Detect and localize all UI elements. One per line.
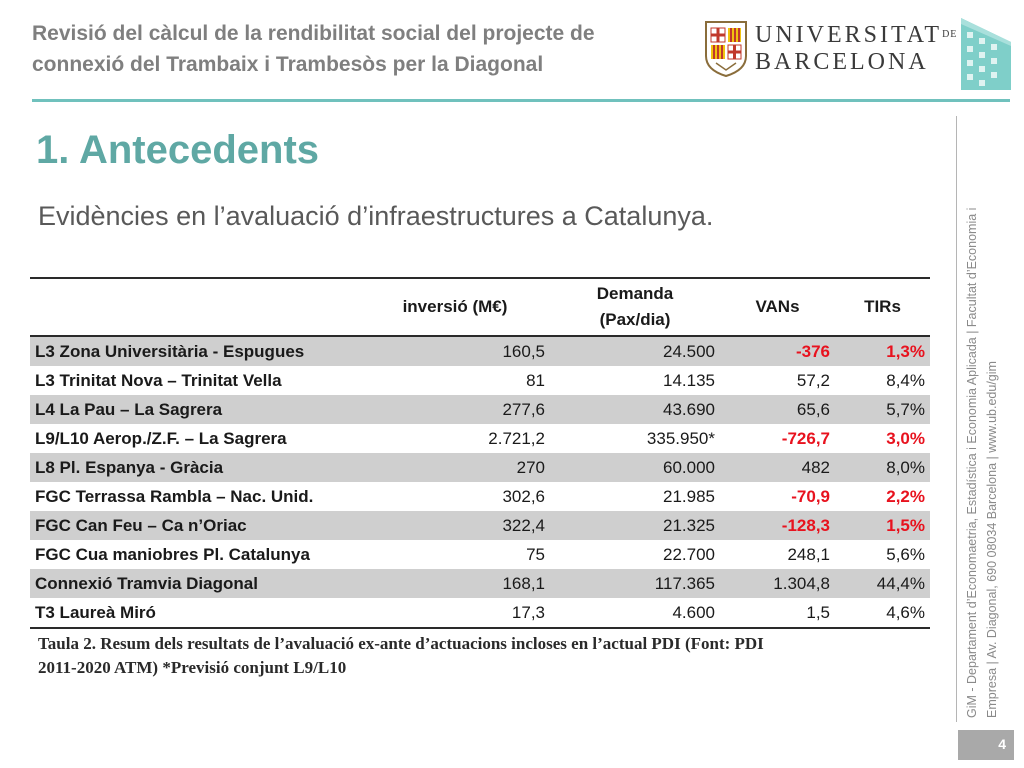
university-seal-icon: [703, 18, 749, 78]
university-logo-wordmark: [755, 22, 957, 76]
row-name: L9/L10 Aerop./Z.F. – La Sagrera: [35, 429, 287, 448]
logo-line-2: BARCELONA: [755, 49, 929, 75]
table-row: [30, 540, 930, 569]
row-demanda: 335.950*: [646, 429, 715, 448]
row-vans: 248,1: [787, 545, 830, 564]
row-tirs: 44,4%: [876, 574, 925, 593]
sidebar-credits: [962, 118, 1002, 718]
row-name: FGC Cua maniobres Pl. Catalunya: [35, 545, 310, 564]
slide-header-title: [32, 18, 672, 80]
row-vans: 482: [801, 458, 830, 477]
column-header-vans: VANs: [755, 297, 800, 316]
row-demanda: 24.500: [663, 342, 715, 361]
row-inversio: 17,3: [511, 603, 545, 622]
row-vans: -70,9: [791, 487, 830, 506]
row-tirs: 2,2%: [886, 487, 925, 506]
row-tirs: 1,3%: [886, 342, 925, 361]
row-inversio: 81: [526, 371, 545, 390]
table-row: [30, 366, 930, 395]
row-tirs: 1,5%: [886, 516, 925, 535]
section-subheading: Evidències en l’avaluació d’infraestructures a Catalunya.: [38, 201, 714, 231]
row-demanda: 60.000: [663, 458, 715, 477]
table-caption: [38, 632, 918, 680]
table-header-row: [30, 278, 930, 336]
table-row: [30, 336, 930, 366]
row-vans: 1,5: [806, 603, 830, 622]
row-demanda: 117.365: [654, 574, 715, 593]
column-header-name: [30, 278, 360, 336]
table-row: [30, 453, 930, 482]
row-tirs: 5,7%: [886, 400, 925, 419]
logo-line-1-suffix: DE: [942, 29, 958, 40]
row-inversio: 302,6: [502, 487, 545, 506]
table-row: [30, 424, 930, 453]
row-inversio: 2.721,2: [488, 429, 545, 448]
row-inversio: 168,1: [502, 574, 545, 593]
row-tirs: 5,6%: [886, 545, 925, 564]
row-inversio: 322,4: [502, 516, 545, 535]
row-name: T3 Laureà Miró: [35, 603, 156, 622]
header-divider: [32, 99, 1010, 102]
row-demanda: 43.690: [663, 400, 715, 419]
row-tirs: 3,0%: [886, 429, 925, 448]
row-vans: -726,7: [781, 429, 830, 448]
row-inversio: 270: [516, 458, 545, 477]
row-vans: -376: [795, 342, 830, 361]
row-vans: 57,2: [796, 371, 830, 390]
table-row: [30, 395, 930, 424]
table-row: [30, 511, 930, 540]
table-row: [30, 482, 930, 511]
header-title-line-2: connexió del Trambaix i Trambesòs per la Diagonal: [32, 53, 544, 76]
row-demanda: 14.135: [663, 371, 715, 390]
row-name: L4 La Pau – La Sagrera: [35, 400, 223, 419]
row-name: FGC Can Feu – Ca n’Oriac: [35, 516, 247, 535]
row-vans: 65,6: [796, 400, 830, 419]
row-tirs: 8,4%: [886, 371, 925, 390]
header-title-line-1: Revisió del càlcul de la rendibilitat social del projecte de: [32, 22, 595, 45]
caption-line-2: 2011-2020 ATM) *Previsió conjunt L9/L10: [38, 658, 347, 677]
column-header-demanda-line-1: Demanda: [596, 284, 674, 303]
table-row: [30, 598, 930, 628]
logo-line-1: UNIVERSITAT: [755, 22, 943, 48]
row-demanda: 21.325: [663, 516, 715, 535]
sidebar-credits-line-1: GiM - Departament d’Economaetria, Estadística i Economia Aplicada | Facultat d’Economia i: [965, 207, 979, 718]
row-inversio: 75: [526, 545, 545, 564]
column-header-demanda: [550, 278, 720, 336]
column-header-demanda-line-2: (Pax/dia): [599, 310, 671, 329]
row-name: FGC Terrassa Rambla – Nac. Unid.: [35, 487, 314, 506]
column-header-tirs: TIRs: [864, 297, 901, 316]
row-vans: -128,3: [781, 516, 830, 535]
row-name: L8 Pl. Espanya - Gràcia: [35, 458, 224, 477]
row-name: L3 Zona Universitària - Espugues: [35, 342, 305, 361]
page-number: 4: [998, 736, 1006, 752]
row-vans: 1.304,8: [773, 574, 830, 593]
caption-line-1: Taula 2. Resum dels resultats de l’avaluació ex-ante d’actuacions incloses en l’actual PDI (Font: PDI: [38, 634, 764, 653]
row-demanda: 21.985: [663, 487, 715, 506]
section-heading: 1. Antecedents: [36, 128, 320, 172]
column-header-inversio: inversió (M€): [402, 297, 508, 316]
table-row: [30, 569, 930, 598]
sidebar-divider: [956, 116, 957, 722]
results-table: [30, 277, 930, 629]
row-name: L3 Trinitat Nova – Trinitat Vella: [35, 371, 282, 390]
row-inversio: 160,5: [502, 342, 545, 361]
row-demanda: 4.600: [672, 603, 715, 622]
building-icon: [955, 12, 1013, 92]
row-tirs: 4,6%: [886, 603, 925, 622]
row-name: Connexió Tramvia Diagonal: [35, 574, 258, 593]
row-tirs: 8,0%: [886, 458, 925, 477]
row-demanda: 22.700: [663, 545, 715, 564]
row-inversio: 277,6: [502, 400, 545, 419]
page-number-badge: [958, 730, 1014, 760]
sidebar-credits-line-2: Empresa | Av. Diagonal, 690 08034 Barcelona | www.ub.edu/gim: [985, 361, 999, 718]
